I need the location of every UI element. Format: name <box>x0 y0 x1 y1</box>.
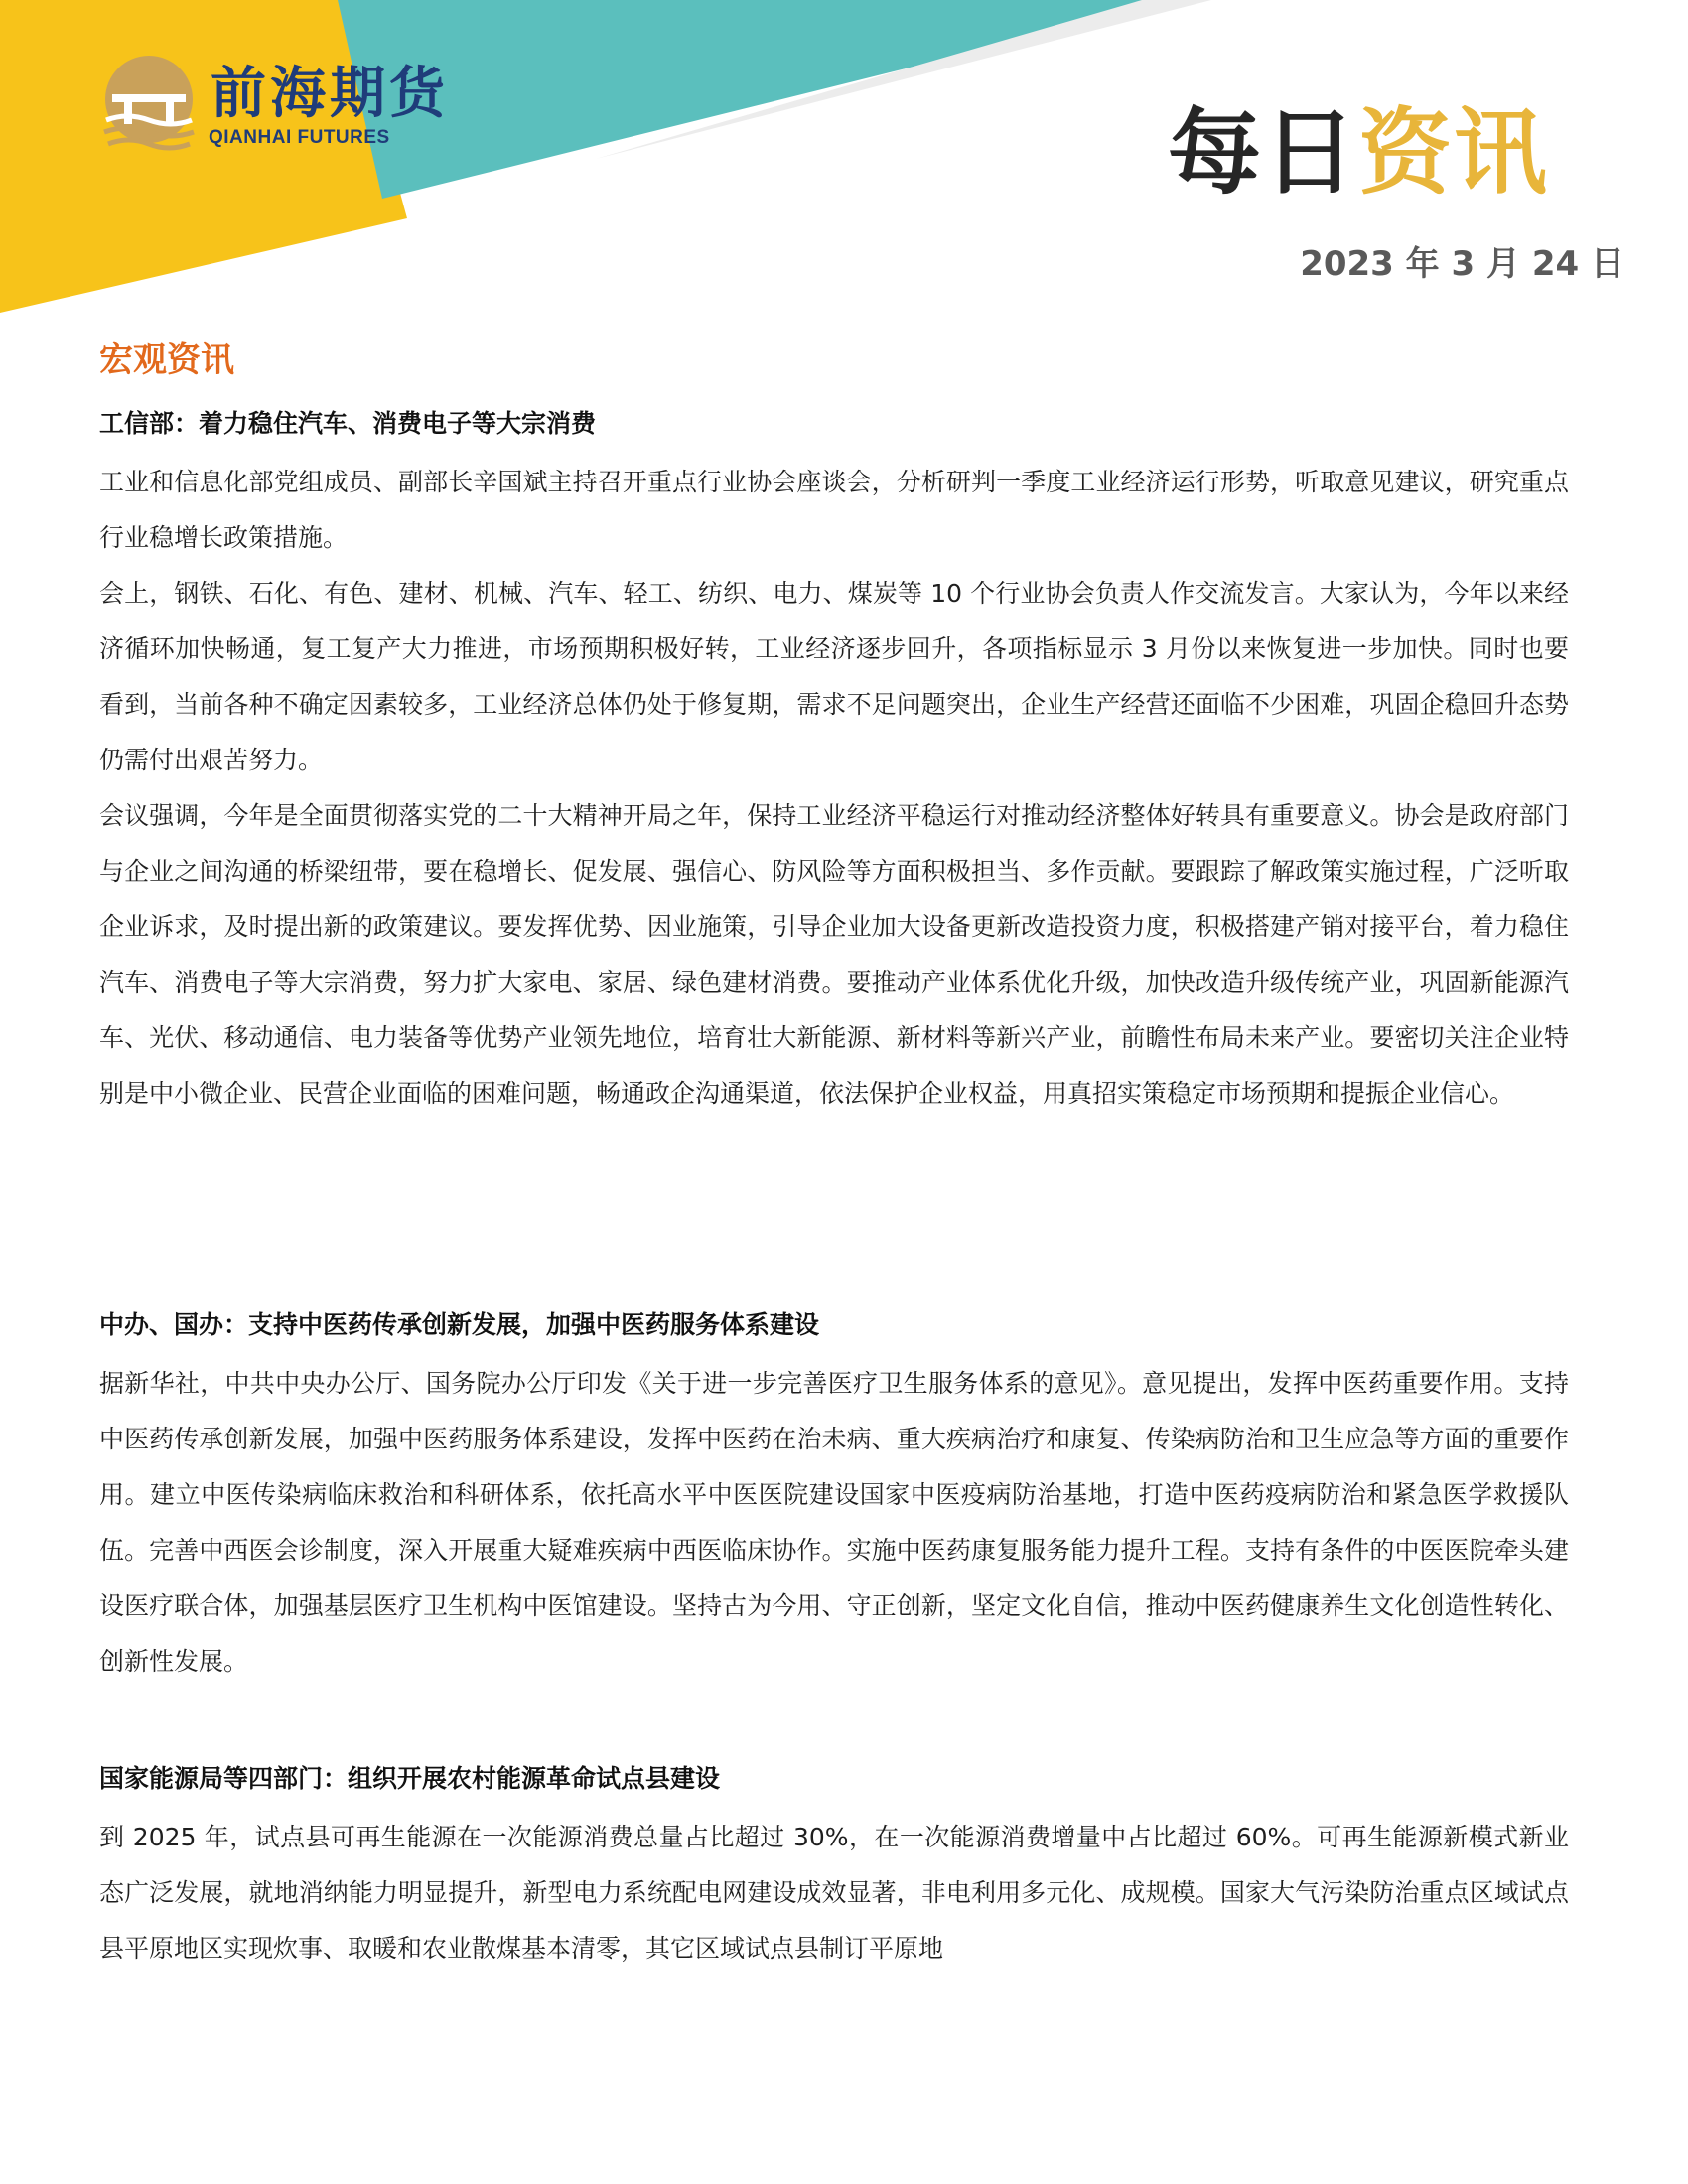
banner-yellow-shape <box>0 0 407 313</box>
article-headline: 中办、国办：支持中医药传承创新发展，加强中医药服务体系建设 <box>99 1310 820 1339</box>
article-headline: 国家能源局等四部门：组织开展农村能源革命试点县建设 <box>99 1764 721 1793</box>
article-paragraph: 到 2025 年，试点县可再生能源在一次能源消费总量占比超过 30%，在一次能源消费增量中占比超过 60%。可再生能源新模式新业态广泛发展，就地消纳能力明显提升，新型电力系统配电网建设成效显著，非电利用多元化、成规模。国家大气污染防治重点区域试点县平原地区实现炊事、取暖和农业散煤基本清零，其它区域试点县制订平原地 <box>99 1823 1569 1963</box>
page-title-part1: 每日 <box>1167 99 1358 207</box>
brand-name-en: QIANHAI FUTURES <box>209 127 390 148</box>
article-paragraph: 工业和信息化部党组成员、副部长辛国斌主持召开重点行业协会座谈会，分析研判一季度工业经济运行形势，听取意见建议，研究重点行业稳增长政策措施。 <box>99 468 1569 552</box>
section-title: 宏观资讯 <box>99 341 234 380</box>
page-title-part2: 资讯 <box>1357 99 1549 207</box>
article-paragraph: 会上，钢铁、石化、有色、建材、机械、汽车、轻工、纺织、电力、煤炭等 10 个行业协会负责人作交流发言。大家认为，今年以来经济循环加快畅通，复工复产大力推进，市场预期积极好转，工业经济逐步回升，各项指标显示 3 月份以来恢复进一步加快。同时也要看到，当前各种不确定因素较多，工业经济总体仍处于修复期，需求不足问题突出，企业生产经营还面临不少困难，巩固企稳回升态势仍需付出艰苦努力。 <box>99 579 1569 774</box>
article-3 <box>99 1762 1569 1977</box>
report-date: 2023 年 3 月 24 日 <box>1300 244 1624 284</box>
article-headline: 工信部：着力稳住汽车、消费电子等大宗消费 <box>99 409 597 438</box>
page-title <box>1167 99 1549 207</box>
brand-logo-icon <box>94 55 204 154</box>
article-paragraph: 据新华社，中共中央办公厅、国务院办公厅印发《关于进一步完善医疗卫生服务体系的意见》。意见提出，发挥中医药重要作用。支持中医药传承创新发展，加强中医药服务体系建设，发挥中医药在治未病、重大疾病治疗和康复、传染病防治和卫生应急等方面的重要作用。建立中医传染病临床救治和科研体系，依托高水平中医医院建设国家中医疫病防治基地，打造中医药疫病防治和紧急医学救援队伍。完善中西医会诊制度，深入开展重大疑难疾病中西医临床协作。实施中医药康复服务能力提升工程。支持有条件的中医医院牵头建设医疗联合体，加强基层医疗卫生机构中医馆建设。坚持古为今用、守正创新，坚定文化自信，推动中医药健康养生文化创造性转化、创新性发展。 <box>99 1369 1569 1676</box>
article-1 <box>99 407 1569 1122</box>
article-2 <box>99 1308 1569 1690</box>
article-paragraph: 会议强调，今年是全面贯彻落实党的二十大精神开局之年，保持工业经济平稳运行对推动经济整体好转具有重要意义。协会是政府部门与企业之间沟通的桥梁纽带，要在稳增长、促发展、强信心、防风险等方面积极担当、多作贡献。要跟踪了解政策实施过程，广泛听取企业诉求，及时提出新的政策建议。要发挥优势、因业施策，引导企业加大设备更新改造投资力度，积极搭建产销对接平台，着力稳住汽车、消费电子等大宗消费，努力扩大家电、家居、绿色建材消费。要推动产业体系优化升级，加快改造升级传统产业，巩固新能源汽车、光伏、移动通信、电力装备等优势产业领先地位，培育壮大新能源、新材料等新兴产业，前瞻性布局未来产业。要密切关注企业特别是中小微企业、民营企业面临的困难问题，畅通政企沟通渠道，依法保护企业权益，用真招实策稳定市场预期和提振企业信心。 <box>99 801 1569 1108</box>
brand-name-cn: 前海期货 <box>211 61 449 126</box>
